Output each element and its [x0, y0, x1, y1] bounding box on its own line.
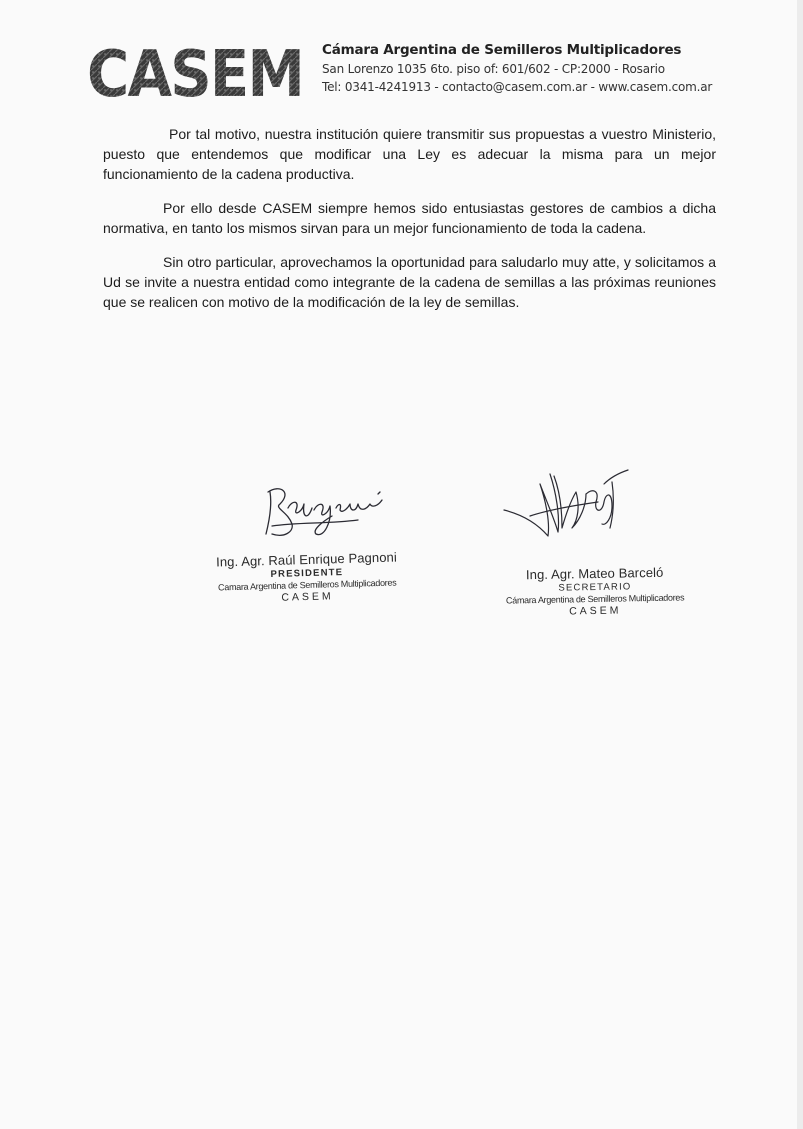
signature-block-president: [201, 549, 412, 606]
letterhead: [85, 34, 725, 104]
signature-barcelo: [500, 462, 632, 548]
signer-name: Ing. Agr. Mateo Barceló: [525, 564, 664, 583]
logo-text: CASEM: [87, 40, 303, 102]
signer-role: SECRETARIO: [558, 581, 632, 594]
letterhead-organization: Cámara Argentina de Semilleros Multiplicadores: [322, 42, 682, 58]
signer-organization: Cámara Argentina de Semilleros Multiplicadores: [505, 592, 685, 606]
signature-block-secretary: [490, 564, 701, 619]
casem-logo: [85, 40, 307, 102]
page-edge: [797, 0, 803, 1129]
signer-organization: Camara Argentina de Semilleros Multiplicadores: [217, 577, 397, 593]
paragraph-1: Por tal motivo, nuestra institución quiere transmitir sus propuestas a vuestro Ministerio, puesto que entendemos que modificar una Ley es adecuar la misma para un mejor funcionamiento de la cadena productiva.: [103, 126, 716, 182]
signer-role: PRESIDENTE: [270, 566, 344, 581]
signer-name: Ing. Agr. Raúl Enrique Pagnoni: [215, 549, 398, 570]
letter-body: [103, 124, 716, 326]
paragraph-3: Sin otro particular, aprovechamos la oportunidad para saludarlo muy atte, y solicitamos a Ud se invite a nuestra entidad como integrante de la cadena de semillas a las próximas reuniones que se realicen con motivo de la modificación de la ley de semillas.: [103, 254, 716, 310]
signer-org-short: CASEM: [569, 604, 622, 618]
letterhead-address: San Lorenzo 1035 6to. piso of: 601/602 - CP:2000 - Rosario: [322, 62, 665, 76]
signer-org-short: CASEM: [281, 590, 334, 604]
letterhead-text: [322, 42, 712, 94]
paragraph-2: Por ello desde CASEM siempre hemos sido entusiastas gestores de cambios a dicha normativa, en tanto los mismos sirvan para un mejor funcionamiento de toda la cadena.: [103, 200, 716, 236]
signature-pagnoni: [258, 478, 394, 548]
letterhead-contact: Tel: 0341-4241913 - contacto@casem.com.ar - www.casem.com.ar: [322, 80, 713, 94]
